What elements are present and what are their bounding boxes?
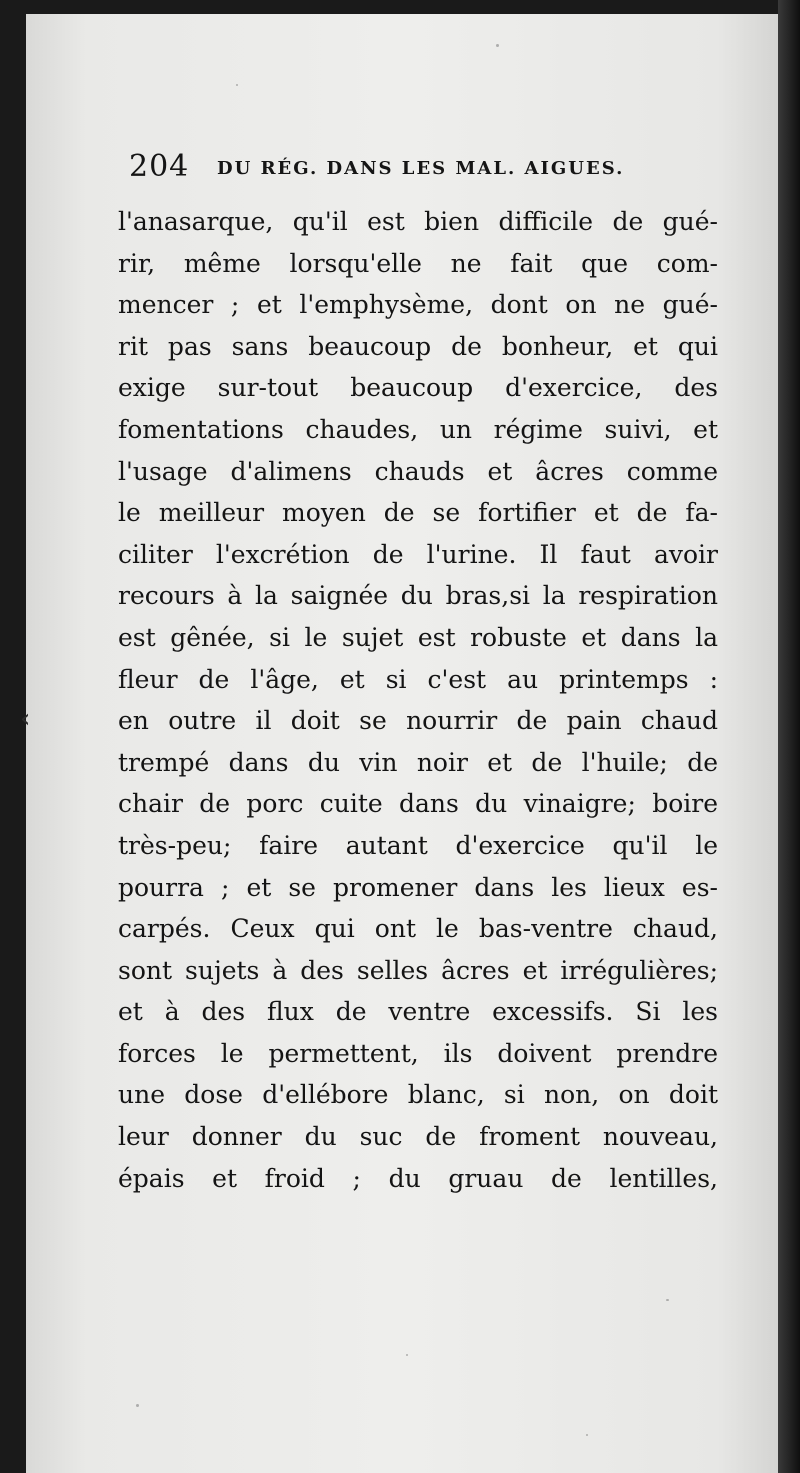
paper-speck <box>666 1299 669 1301</box>
text-line: pourra ; et se promener dans les lieux es- <box>118 872 718 902</box>
text-line: carpés. Ceux qui ont le bas-ventre chaud, <box>118 914 718 944</box>
running-title: DU RÉG. DANS LES MAL. AIGUES. <box>217 158 625 179</box>
text-line: fleur de l'âge, et si c'est au printemps : <box>118 664 718 694</box>
text-line: le meilleur moyen de se fortifier et de fa- <box>118 498 718 528</box>
body-text <box>118 201 718 1199</box>
text-line: chair de porc cuite dans du vinaigre; boire <box>118 789 718 819</box>
text-line: exige sur-tout beaucoup d'exercice, des <box>118 373 718 403</box>
text-line: rit pas sans beaucoup de bonheur, et qui <box>118 331 718 361</box>
text-line: mencer ; et l'emphysème, dont on ne gué- <box>118 290 718 320</box>
text-line: ciliter l'excrétion de l'urine. Il faut avoir <box>118 539 718 569</box>
text-line: et à des flux de ventre excessifs. Si les <box>118 997 718 1027</box>
paper-speck <box>496 44 499 47</box>
paper-speck <box>136 1404 139 1407</box>
paper-speck <box>586 1434 588 1436</box>
text-line: l'anasarque, qu'il est bien difficile de gué- <box>118 207 718 236</box>
text-line: trempé dans du vin noir et de l'huile; de <box>118 747 718 777</box>
text-line: rir, même lorsqu'elle ne fait que com- <box>118 248 718 278</box>
text-line: leur donner du suc de froment nouveau, <box>118 1122 718 1152</box>
text-line: est gênée, si le sujet est robuste et dans la <box>118 622 718 652</box>
paper-speck <box>236 84 238 86</box>
text-line: forces le permettent, ils doivent prendre <box>118 1038 718 1068</box>
text-line: recours à la saignée du bras,si la respiration <box>118 581 718 611</box>
text-line: fomentations chaudes, un régime suivi, et <box>118 414 718 444</box>
book-page <box>20 14 778 1473</box>
text-line: l'usage d'alimens chauds et âcres comme <box>118 456 718 486</box>
page-header <box>129 149 689 189</box>
paper-speck <box>406 1354 408 1356</box>
margin-mark: ‹ <box>20 704 31 734</box>
text-line: en outre il doit se nourrir de pain chaud <box>118 706 718 736</box>
text-line: sont sujets à des selles âcres et irrégulières; <box>118 955 718 985</box>
text-line: très-peu; faire autant d'exercice qu'il le <box>118 830 718 860</box>
text-line: épais et froid ; du gruau de lentilles, <box>118 1163 718 1193</box>
text-line: une dose d'ellébore blanc, si non, on doit <box>118 1080 718 1110</box>
page-number: 204 <box>129 149 190 184</box>
page-edge-shadow <box>778 0 800 1473</box>
